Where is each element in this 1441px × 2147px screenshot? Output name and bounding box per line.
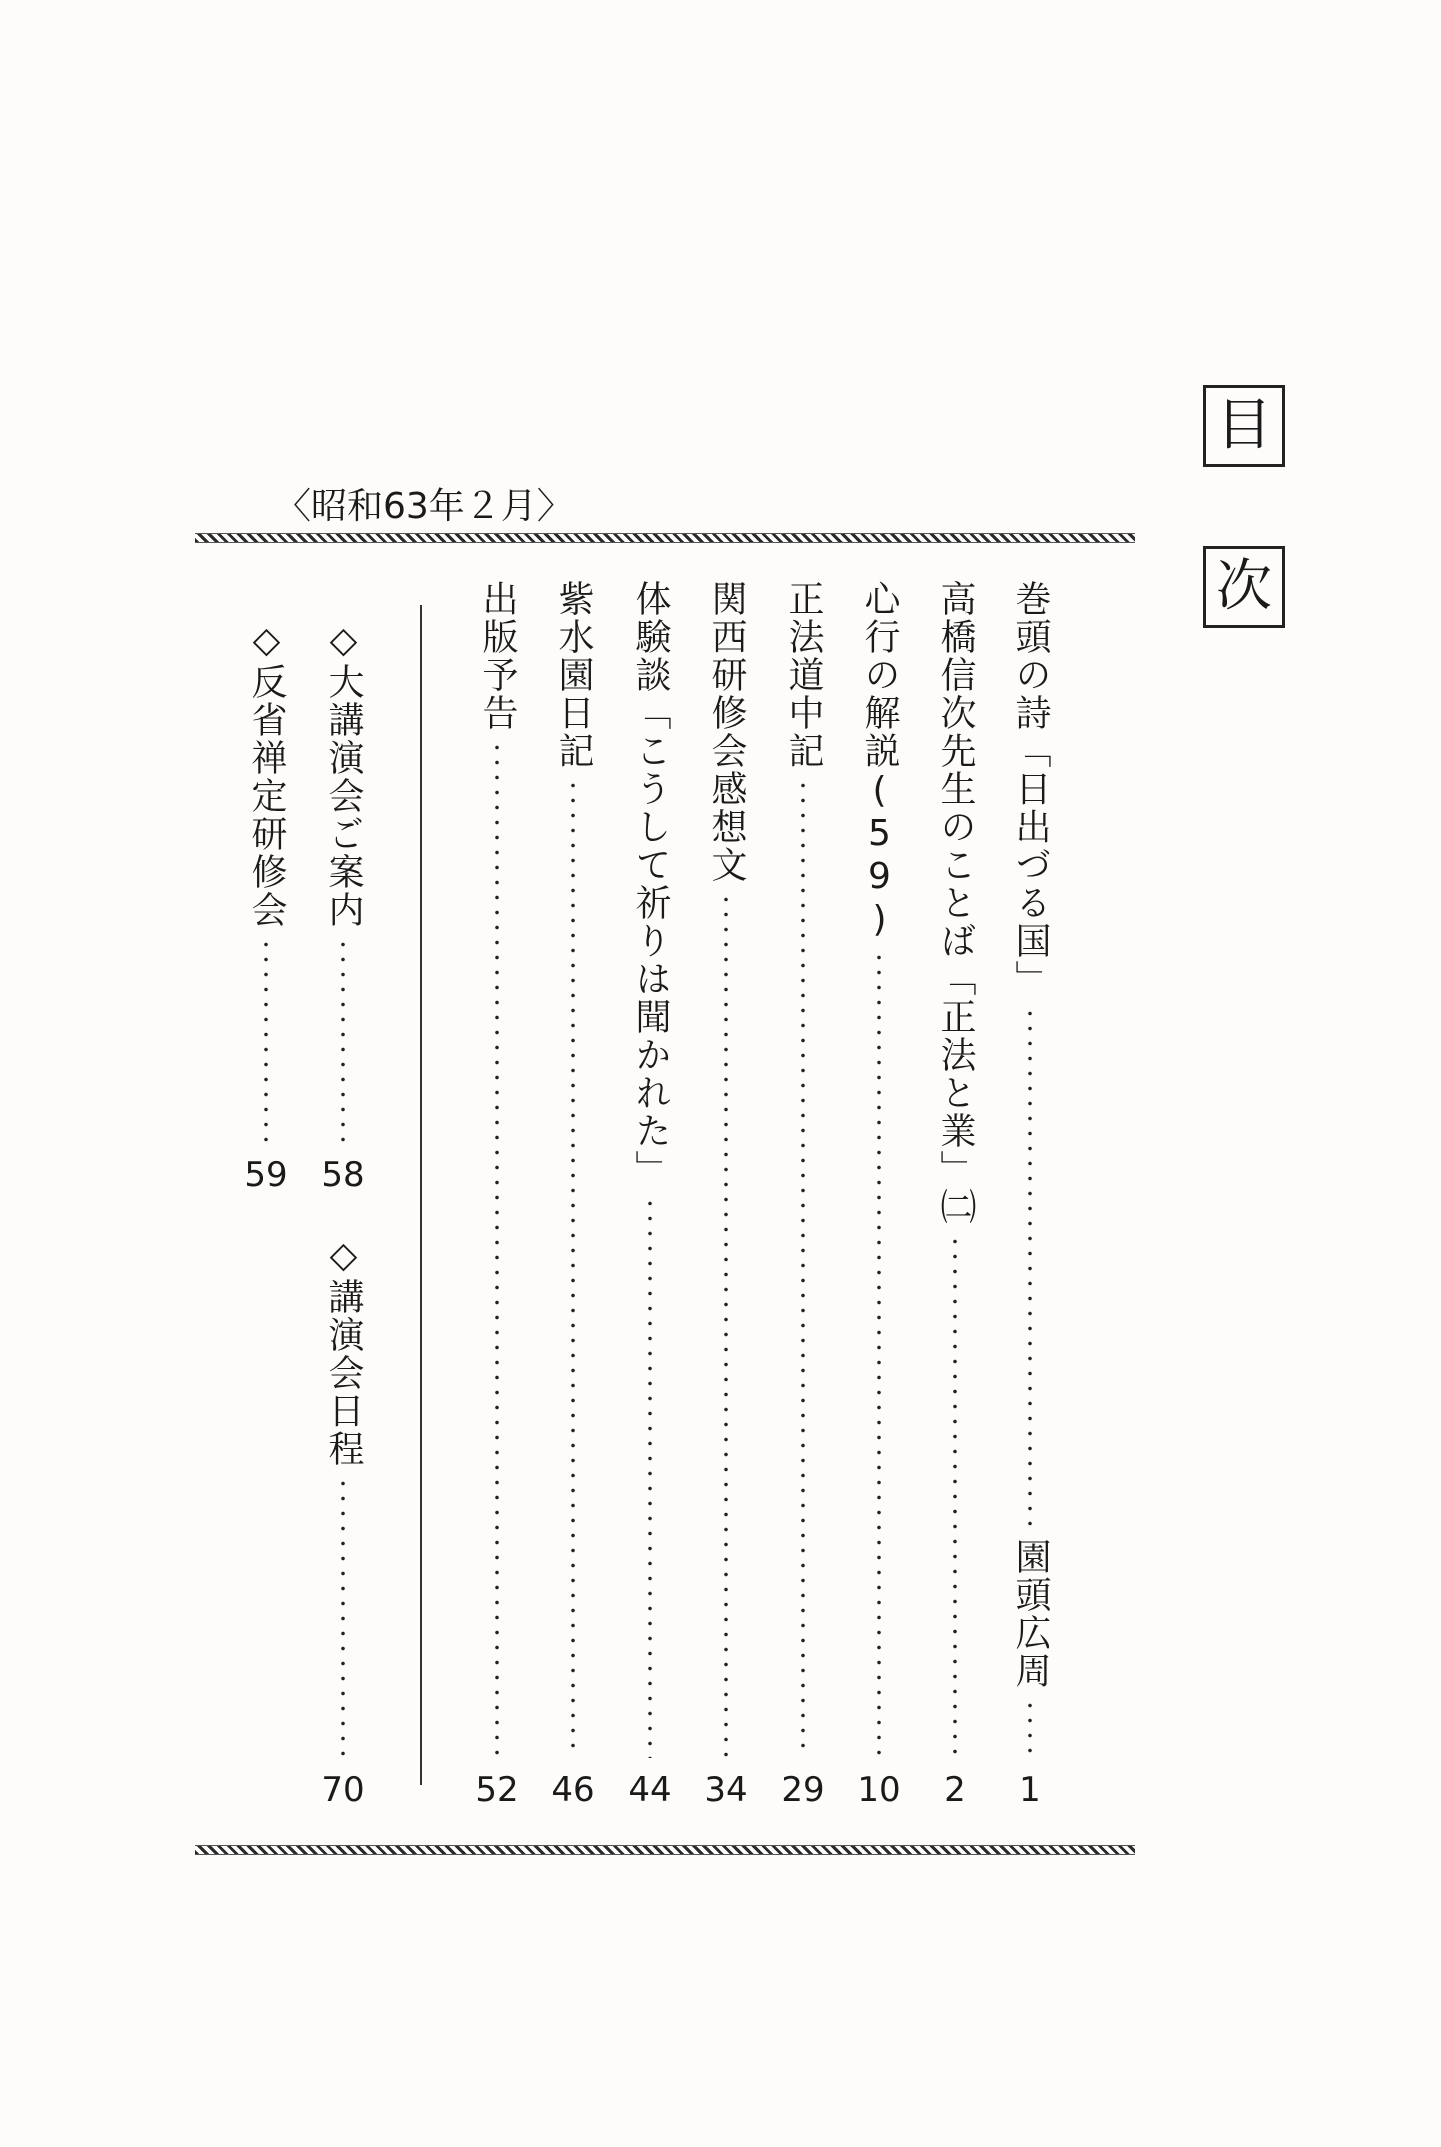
- notice-page: 70: [321, 1770, 365, 1810]
- toc-entry[interactable]: [856, 580, 902, 1810]
- entry-page: 2: [944, 1770, 966, 1810]
- leader-dots: [801, 778, 805, 1758]
- toc-entry[interactable]: [550, 580, 596, 1810]
- entry-page: 44: [628, 1770, 672, 1810]
- notice-entry[interactable]: [243, 620, 289, 1195]
- toc-entry[interactable]: [780, 580, 826, 1810]
- toc-entry[interactable]: [627, 580, 673, 1810]
- toc-heading-char-1: [1203, 385, 1285, 467]
- wavy-rule-bottom: [195, 1845, 1135, 1855]
- notice-entry[interactable]: [320, 1235, 366, 1810]
- entry-page: 29: [781, 1770, 825, 1810]
- entry-title: 体験談「こうして祈りは聞かれた」: [630, 580, 671, 1188]
- notice-title: ◇反省禅定研修会: [246, 620, 287, 929]
- entry-title: 心行の解説(59): [859, 580, 900, 942]
- leader-dots: [877, 950, 881, 1758]
- leader-dots: [341, 937, 345, 1143]
- leader-dots: [953, 1234, 957, 1758]
- leader-dots: [495, 740, 499, 1758]
- notice-title: ◇講演会日程: [323, 1235, 364, 1468]
- section-divider: [420, 605, 422, 1785]
- leader-dots: [1028, 1006, 1032, 1530]
- heading-char: 次: [1216, 554, 1272, 619]
- leader-dots: [264, 937, 268, 1143]
- entry-title: 高橋信次先生のことば「正法と業」㈡: [935, 580, 976, 1226]
- entry-page: 52: [475, 1770, 519, 1810]
- entry-title: 正法道中記: [783, 580, 824, 770]
- entry-page: 34: [704, 1770, 748, 1810]
- entry-page: 1: [1019, 1770, 1041, 1810]
- heading-char: 目: [1216, 393, 1272, 458]
- toc-heading-char-2: [1203, 546, 1285, 628]
- leader-dots: [571, 778, 575, 1758]
- notice-page: 58: [321, 1155, 365, 1195]
- toc-entry[interactable]: [1007, 580, 1053, 1810]
- entry-author: 園頭広周: [1010, 1538, 1051, 1690]
- toc-entry[interactable]: [932, 580, 978, 1810]
- wavy-rule-top: [195, 533, 1135, 543]
- entry-title: 紫水園日記: [553, 580, 594, 770]
- toc-entry[interactable]: [703, 580, 749, 1810]
- notice-entry[interactable]: [320, 620, 366, 1195]
- entry-title: 関西研修会感想文: [706, 580, 747, 884]
- leader-dots: [724, 892, 728, 1758]
- entry-title: 出版予告: [477, 580, 518, 732]
- leader-dots: [341, 1476, 345, 1758]
- issue-date: 〈昭和63年２月〉: [275, 486, 573, 527]
- entry-title: 巻頭の詩「日出づる国」: [1010, 580, 1051, 998]
- entry-page: 10: [857, 1770, 901, 1810]
- toc-entry[interactable]: [474, 580, 520, 1810]
- notice-title: ◇大講演会ご案内: [323, 620, 364, 929]
- leader-dots: [648, 1196, 652, 1758]
- notice-page: 59: [244, 1155, 288, 1195]
- leader-dots: [1028, 1698, 1032, 1758]
- entry-page: 46: [551, 1770, 595, 1810]
